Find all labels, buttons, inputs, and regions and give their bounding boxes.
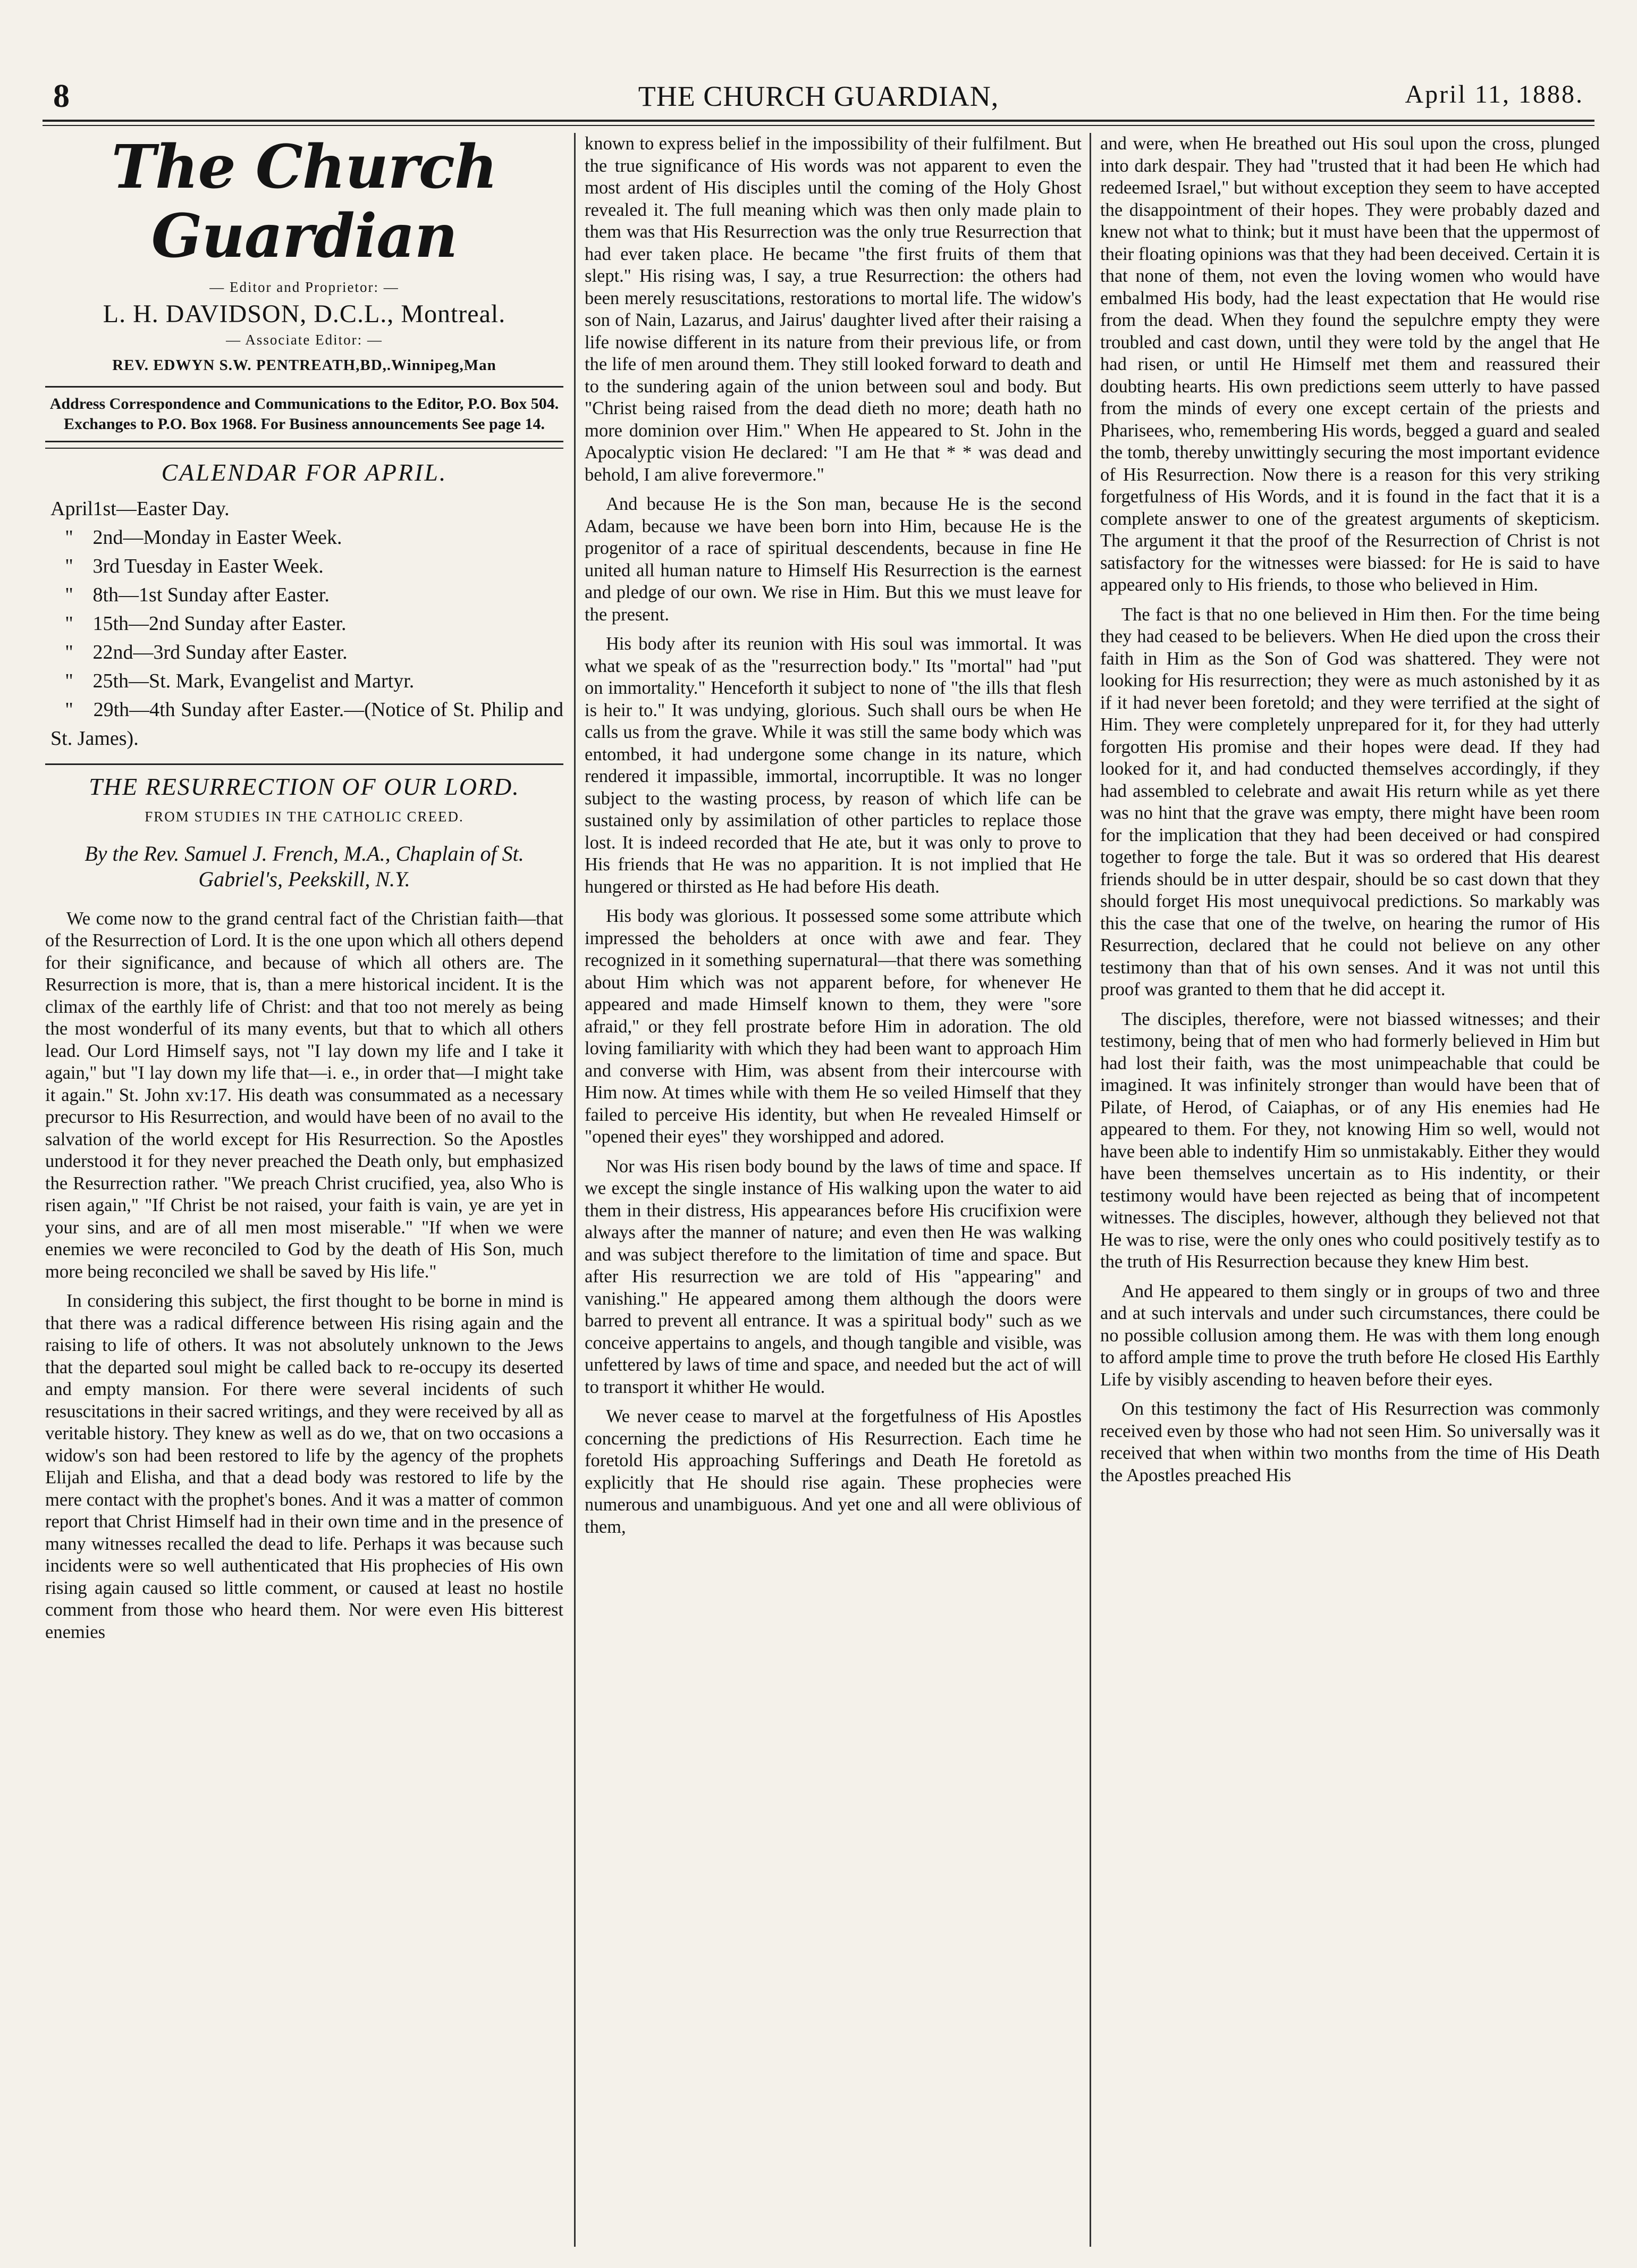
divider: [45, 441, 563, 442]
article-title: THE RESURRECTION OF OUR LORD.: [89, 772, 520, 800]
column-2: [585, 133, 1082, 2247]
editor-name: L. H. DAVIDSON, D.C.L., Montreal.: [103, 299, 506, 328]
calendar-text: 1st—Easter Day.: [92, 497, 230, 520]
associate-label: — Associate Editor: —: [226, 332, 383, 348]
calendar-entry: [45, 523, 563, 552]
article-paragraph: His body after its reunion with His soul was immortal. It was what we speak of as the "resurrection body." Its "mortal" had "put on immortality." Henceforth it subject to none of "the ills that flesh is heir to." It was undying, glorious. Such shall ours be when He calls us from the grave. While it was still the same body which was entombed, it had undergone some change in its nature, which rendered it impassible, immortal, incorruptible. It was no longer subject to the wasting process, by reason of which life can be sustained only by assimilation of other particles to replace those lost. It is indeed recorded that He ate, but it was only to prove to His friends that He was no apparition. It is not implied that He hungered or thirsted as He had before His death.: [585, 634, 1082, 897]
article-paragraph: and were, when He breathed out His soul upon the cross, plunged into dark despair. They had "trusted that it had been He which had redeemed Israel," but without exception they seem to have accepted the disappointment of their hopes. They were probably dazed and knew not what to think; but it must have been that the uppermost of their floating opinions was that they had been deceived. Certain it is that none of them, not even the loving women who would have embalmed His body, had the least expectation that He would rise from the dead. When they found the sepulchre empty they were troubled and cast down, until they were told by the angel that He had risen, or until He Himself met them and reassured their doubting hearts. His own predictions seem utterly to have passed from the minds of every one except certain of the priests and Pharisees, who, remembering His words, begged a guard and sealed the tomb, thereby unwittingly securing the most important evidence of His Resurrection. Now there is a reason for this very striking forgetfulness of His Words, and it is found in the fact that it is a complete answer to one of the greatest arguments of skepticism. The argument it that the proof of the Resurrection of Christ is not satisfactory for the witnesses were biassed: for He is said to have appeared only to His friends, to those who believed in Him.: [1100, 133, 1600, 595]
article-paragraph: On this testimony the fact of His Resurrection was commonly received even by those who had not seen Him. So universally was it received that when within two months from the time of His Death the Apostles preached His: [1100, 1399, 1600, 1485]
article-paragraph: We never cease to marvel at the forgetfulness of His Apostles concerning the predictions of His Resurrection. Each time he foretold His approaching Sufferings and Death He foretold as explicitly that He should rise again. These prophecies were numerous and unambiguous. And yet one and all were oblivious of them,: [585, 1406, 1082, 1537]
calendar-prefix: ": [65, 526, 73, 549]
calendar-entry: [45, 609, 563, 638]
calendar-prefix: ": [65, 555, 73, 577]
calendar-entry: [45, 581, 563, 609]
article-source: FROM STUDIES IN THE CATHOLIC CREED.: [145, 809, 464, 825]
calendar-entry: [45, 667, 563, 695]
calendar-entry: [45, 552, 563, 581]
calendar-text: 15th—2nd Sunday after Easter.: [92, 612, 347, 635]
article-paragraph: And because He is the Son man, because He is the second Adam, because we have been born into Him, because He is the progenitor of a race of spiritual descendents, because in fine He united all human nature to Himself His Resurrection is the earnest and pledge of our own. We rise in Him. But this we must leave for the present.: [585, 494, 1082, 625]
calendar-prefix: ": [65, 583, 73, 606]
calendar-text: 22nd—3rd Sunday after Easter.: [92, 641, 348, 663]
issue-date: April 11, 1888.: [1405, 80, 1584, 108]
article-paragraph: In considering this subject, the first thought to be borne in mind is that there was a radical difference between His rising again and the raising to life of others. It was not absolutely unknown to the Jews that the departed soul might be called back to re-occupy its deserted and empty mansion. For there were several incidents of such resuscitations in their sacred writings, and they were received by all as veritable history. They knew as well as do we, that on two occasions a widow's son had been restored to life by the agency of the prophets Elijah and Elisha, and that a dead body was restored to life by the mere contact with the prophet's bones. And it was a matter of common report that Christ Himself had in their own time and in the presence of many witnesses recalled the dead to life. Perhaps it was because such incidents were so well authenticated that His prophecies of His own rising again caused so little comment, or caused at least no hostile comment from those who heard them. Nor were even His bitterest enemies: [45, 1291, 563, 1642]
calendar-text: 3rd Tuesday in Easter Week.: [92, 555, 324, 577]
page-number: 8: [53, 78, 70, 114]
article-byline: By the Rev. Samuel J. French, M.A., Chaplain of St. Gabriel's, Peekskill, N.Y.: [85, 841, 524, 891]
article-paragraph: The disciples, therefore, were not biassed witnesses; and their testimony, being that of men who had formerly believed in Him but had lost their faith, was the most unimpeachable that could be imagined. It was infinitely stronger than would have been that of Pilate, of Herod, of Caiaphas, or of any His enemies had He appeared to them. For they, not knowing Him so well, would not have been able to indentify Him so unmistakably. Either they would have been themselves uncertain as to His indentity, or their testimony would have been rejected as being that of incompetent witnesses. The disciples, however, although they believed not that He was to rise, were the only ones who could positively testify as to the truth of His Resurrection because they knew Him best.: [1100, 1009, 1600, 1272]
address-notice: Address Correspondence and Communications to the Editor, P.O. Box 504. Exchanges to P.O. Box 1968. For Business announcements See page 14.: [49, 395, 559, 433]
page-header: [43, 74, 1594, 122]
column-divider-1: [574, 133, 576, 2247]
column-1: [45, 133, 563, 2247]
column-divider-2: [1090, 133, 1091, 2247]
calendar-prefix: ": [65, 612, 73, 635]
calendar-prefix: ": [65, 641, 73, 663]
masthead-title: The Church Guardian: [111, 133, 497, 271]
editor-label: — Editor and Proprietor: —: [209, 279, 399, 295]
article-paragraph: Nor was His risen body bound by the laws of time and space. If we except the single instance of His walking upon the water to aid them in their distress, His appearances before His crucifixion were always after the manner of nature; and even then He was walking and was subject therefore to the limitation of time and space. But after His resurrection we are told of His "appearing" and vanishing." He appeared among them although the doors were barred to prevent all entrance. It was a spiritual body" such as we conceive appertains to angels, and though tangible and visible, was unfettered by laws of time and space, and needed but the act of will to transport it whither He would.: [585, 1156, 1082, 1397]
calendar-entry: [45, 494, 563, 523]
article-paragraph: His body was glorious. It possessed some some attribute which impressed the beholders at once with awe and fear. They recognized in it something supernatural—that there was something about Him which was not apparent before, for whenever He appeared and made Himself known to them, they were "sore afraid," or they fell prostrate before Him in adoration. The old loving familiarity with which they had been want to approach Him and converse with Him, was absent from their intercourse with Him now. At times while with them He so veiled Himself that they failed to perceive His identity, but when He revealed Himself or "opened their eyes" they worshipped and adored.: [585, 906, 1082, 1147]
calendar-text: 29th—4th Sunday after Easter.—(Notice of St. Philip and St. James).: [50, 698, 563, 750]
calendar-heading: CALENDAR FOR APRIL.: [161, 459, 448, 486]
header-rule-thin: [43, 125, 1594, 126]
calendar-prefix: ": [65, 698, 73, 721]
article-paragraph: The fact is that no one believed in Him then. For the time being they had ceased to be believers. When He died upon the cross their faith in Him as the Son of God was shattered. They were not looking for His resurrection; they were as much astonished by it as if it had never been foretold; and they were terrified at the sight of Him. They were completely unprepared for it, for they had utterly forgotten His promise and their hopes were dead. If they had looked for it, and had conducted themselves accordingly, if they had assembled to celebrate and await His return while as yet there was no hint that the grave was empty, there might have been room for the implication that they had been deceived or had conspired together to forge the tale. But it was so ordered that His dearest friends should be in utter despair, should be so cast down that they should forget His most unequivocal predictions. So markably was this the case that one of the twelve, on hearing the rumor of His Resurrection, declared that he could not believe on any other testimony than that of his own senses. And it was not until this proof was granted to them that he did accept it.: [1100, 604, 1600, 999]
divider: [45, 386, 563, 388]
calendar-text: 2nd—Monday in Easter Week.: [92, 526, 342, 549]
divider: [45, 763, 563, 765]
calendar-entry: [45, 638, 563, 667]
calendar-text: 25th—St. Mark, Evangelist and Martyr.: [92, 669, 415, 692]
calendar-entry: [45, 695, 563, 753]
divider: [45, 448, 563, 449]
paper-title: THE CHURCH GUARDIAN,: [638, 80, 999, 112]
header-rule: [43, 120, 1594, 122]
article-paragraph: And He appeared to them singly or in groups of two and three and at such intervals and under such circumstances, there could be no possible collusion among them. He was with them long enough to afford ample time to prove the truth before He closed His Earthly Life by visibly ascending to heaven before their eyes.: [1100, 1281, 1600, 1390]
associate-name: REV. EDWYN S.W. PENTREATH,BD,.Winnipeg,Man: [112, 356, 496, 374]
column-3: [1100, 133, 1600, 2247]
article-paragraph: known to express belief in the impossibility of their fulfilment. But the true significance of His words was not apparent to even the most ardent of His disciples until the coming of the Holy Ghost revealed it. The full meaning which was then only made plain to them was that His Resurrection was the only true Resurrection that had ever taken place. He became "the first fruits of them that slept." His rising was, I say, a true Resurrection: the others had been merely resuscitations, restorations to mortal life. The widow's son of Nain, Lazarus, and Jairus' daughter lived after their raising a life nowise different in its nature from their previous life, or from the life of men around them. They still looked forward to death and to the sundering again of the union between soul and body. But "Christ being raised from the dead dieth no more; death hath no more dominion over Him." When He appeared to St. John in the Apocalyptic vision He declared: "I am He that * * was dead and behold, I am alive forevermore.": [585, 133, 1082, 485]
calendar-text: 8th—1st Sunday after Easter.: [92, 583, 330, 606]
article-paragraph: We come now to the grand central fact of the Christian faith—that of the Resurrection of Lord. It is the one upon which all others depend for their significance, and because of which all others are. The Resurrection is more, that is, than a mere historical incident. It is the climax of the earthly life of Christ: and that too not merely as being the most wonderful of its many events, but that to which all others lead. Our Lord Himself says, not "I lay down my life and I take it again," but "I lay down my life that—i. e., in order that—I might take it again." St. John xv:17. His death was consummated as a necessary precursor to His Resurrection, and would have been of no avail to the salvation of the world except for His Resurrection. So the Apostles understood it for they never preached the Death only, but emphasized the Resurrection rather. "We preach Christ crucified, yea, also Who is risen again," "If Christ be not raised, your faith is vain, ye are yet in your sins, and are of all men most miserable." "If when we were enemies we were reconciled to God by the death of His Son, much more being reconciled we shall be saved by His life.": [45, 908, 563, 1282]
calendar-list: [45, 494, 563, 753]
calendar-prefix: ": [65, 669, 73, 692]
calendar-prefix: April: [50, 497, 94, 520]
